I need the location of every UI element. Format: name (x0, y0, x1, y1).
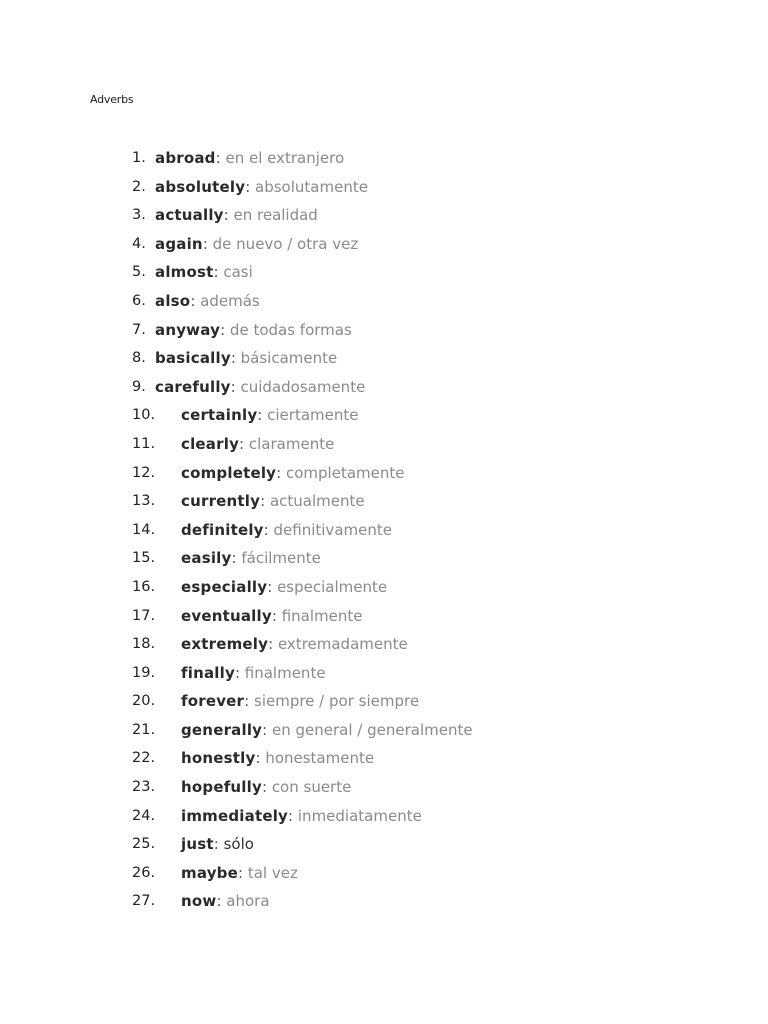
list-item-number: 5. (132, 264, 146, 281)
spanish-translation: básicamente (240, 349, 338, 368)
list-item-entry (181, 689, 419, 713)
list-item-number: 7. (132, 321, 146, 338)
list-item-number: 24. (132, 807, 156, 824)
list-item-entry (181, 775, 351, 799)
term-separator: : (190, 291, 196, 310)
list-item-number: 27. (132, 893, 156, 910)
spanish-translation: inmediatamente (297, 806, 422, 825)
list-item-number: 26. (132, 864, 156, 881)
adverb-term: absolutely (155, 177, 246, 196)
term-separator: : (268, 635, 274, 654)
spanish-translation: completamente (286, 463, 405, 482)
list-item-number: 1. (132, 150, 146, 166)
spanish-translation: fácilmente (241, 549, 321, 568)
list-item-entry (181, 489, 365, 513)
adverb-term: hopefully (181, 778, 262, 797)
term-separator: : (261, 778, 268, 797)
term-separator: : (216, 892, 222, 911)
list-item-entry (181, 461, 404, 485)
adverb-term: certainly (181, 406, 258, 425)
adverb-term: completely (181, 463, 277, 482)
list-item-number: 21. (132, 721, 156, 738)
adverb-term: finally (181, 663, 235, 682)
list-item-number: 15. (132, 550, 156, 567)
list-item-number: 20. (132, 693, 156, 710)
spanish-translation: absolutamente (255, 177, 368, 196)
spanish-translation: de nuevo / otra vez (212, 234, 359, 253)
adverb-term: generally (181, 720, 263, 739)
adverb-term: extremely (181, 635, 269, 654)
list-item-number: 22. (132, 750, 156, 767)
spanish-translation: especialmente (277, 577, 388, 596)
list-item-entry (181, 432, 334, 456)
list-item-number: 19. (132, 664, 156, 681)
spanish-translation: de todas formas (229, 320, 352, 339)
list-item-entry (181, 718, 473, 742)
spanish-translation: siempre / por siempre (254, 692, 420, 711)
list-item-number: 14. (132, 521, 156, 538)
adverb-term: currently (181, 492, 261, 511)
spanish-translation: con suerte (271, 778, 352, 797)
list-item-entry (155, 232, 358, 256)
adverb-term: carefully (155, 377, 231, 396)
document-title: Adverbs (90, 93, 134, 106)
term-separator: : (215, 149, 221, 167)
adverb-term: just (181, 835, 214, 854)
term-separator: : (231, 549, 237, 568)
term-separator: : (230, 377, 236, 396)
list-item-entry (181, 804, 422, 828)
term-separator: : (213, 835, 219, 854)
adverb-term: immediately (181, 806, 289, 825)
spanish-translation: honestamente (265, 749, 375, 768)
adverb-term: again (155, 234, 203, 253)
term-separator: : (288, 806, 294, 825)
spanish-translation: en realidad (233, 206, 318, 225)
term-separator: : (237, 863, 244, 882)
term-separator: : (244, 692, 250, 711)
term-separator: : (202, 234, 208, 253)
term-separator: : (267, 577, 273, 596)
spanish-translation: ciertamente (267, 406, 359, 425)
list-item-number: 11. (132, 435, 156, 452)
list-item-entry (181, 403, 358, 427)
list-item-number: 3. (132, 207, 146, 224)
spanish-translation: en el extranjero (225, 149, 345, 167)
adverb-term: especially (181, 577, 268, 596)
spanish-translation: finalmente (244, 663, 326, 682)
adverb-term: also (155, 291, 191, 310)
list-item-entry (155, 203, 318, 227)
list-item-number: 25. (132, 836, 156, 853)
list-item-entry (181, 832, 254, 856)
term-separator: : (223, 206, 229, 225)
term-separator: : (234, 663, 240, 682)
list-item-entry (155, 260, 253, 284)
term-separator: : (257, 406, 263, 425)
spanish-translation: actualmente (269, 492, 365, 511)
list-item-number: 4. (132, 235, 146, 252)
term-separator: : (260, 492, 266, 511)
list-item-entry (155, 146, 344, 170)
list-item-entry (181, 632, 408, 656)
spanish-translation: definitivamente (273, 520, 392, 539)
term-separator: : (276, 463, 282, 482)
term-separator: : (262, 720, 268, 739)
spanish-translation: además (200, 291, 260, 310)
adverb-term: maybe (181, 863, 238, 882)
list-item-entry (181, 889, 270, 913)
list-item-entry (155, 346, 337, 370)
adverb-term: now (181, 892, 217, 911)
list-item-number: 9. (132, 378, 146, 395)
spanish-translation: en general / generalmente (272, 720, 473, 739)
adverb-term: honestly (181, 749, 256, 768)
spanish-translation: tal vez (247, 863, 298, 882)
spanish-translation: extremadamente (277, 635, 408, 654)
adverb-term: definitely (181, 520, 264, 539)
list-item-entry (155, 318, 352, 342)
list-item-number: 12. (132, 464, 156, 481)
list-item-entry (155, 375, 365, 399)
list-item-number: 6. (132, 292, 146, 309)
spanish-translation: finalmente (281, 606, 363, 625)
adverb-term: eventually (181, 606, 272, 625)
adverb-term: almost (155, 263, 214, 282)
list-item-entry (181, 861, 298, 885)
list-item-entry (155, 175, 368, 199)
term-separator: : (271, 606, 277, 625)
list-item-entry (181, 661, 326, 685)
spanish-translation: cuidadosamente (240, 377, 366, 396)
list-item-entry (181, 746, 374, 770)
spanish-translation: sólo (223, 835, 254, 854)
term-separator: : (213, 263, 219, 282)
list-item-number: 13. (132, 493, 156, 510)
term-separator: : (245, 177, 251, 196)
list-item-number: 23. (132, 779, 156, 796)
adverb-term: clearly (181, 434, 240, 453)
list-item-entry (181, 604, 362, 628)
adverb-term: actually (155, 206, 224, 225)
spanish-translation: claramente (248, 434, 335, 453)
term-separator: : (230, 349, 236, 368)
adverb-term: forever (181, 692, 245, 711)
adverb-term: easily (181, 549, 232, 568)
list-item-number: 16. (132, 578, 156, 595)
spanish-translation: ahora (226, 892, 270, 911)
term-separator: : (220, 320, 226, 339)
list-item-number: 8. (132, 350, 146, 367)
adverb-term: abroad (155, 149, 216, 167)
term-separator: : (263, 520, 269, 539)
list-item-entry (181, 546, 321, 570)
spanish-translation: casi (223, 263, 253, 282)
list-item-entry (155, 289, 260, 313)
adverb-term: anyway (155, 320, 221, 339)
term-separator: : (239, 434, 245, 453)
list-item-number: 18. (132, 636, 156, 653)
list-item-number: 17. (132, 607, 156, 624)
list-item-entry (181, 575, 387, 599)
list-item-number: 2. (132, 178, 146, 195)
term-separator: : (255, 749, 261, 768)
list-item-number: 10. (132, 407, 156, 424)
adverb-term: basically (155, 349, 231, 368)
list-item-entry (181, 518, 392, 542)
